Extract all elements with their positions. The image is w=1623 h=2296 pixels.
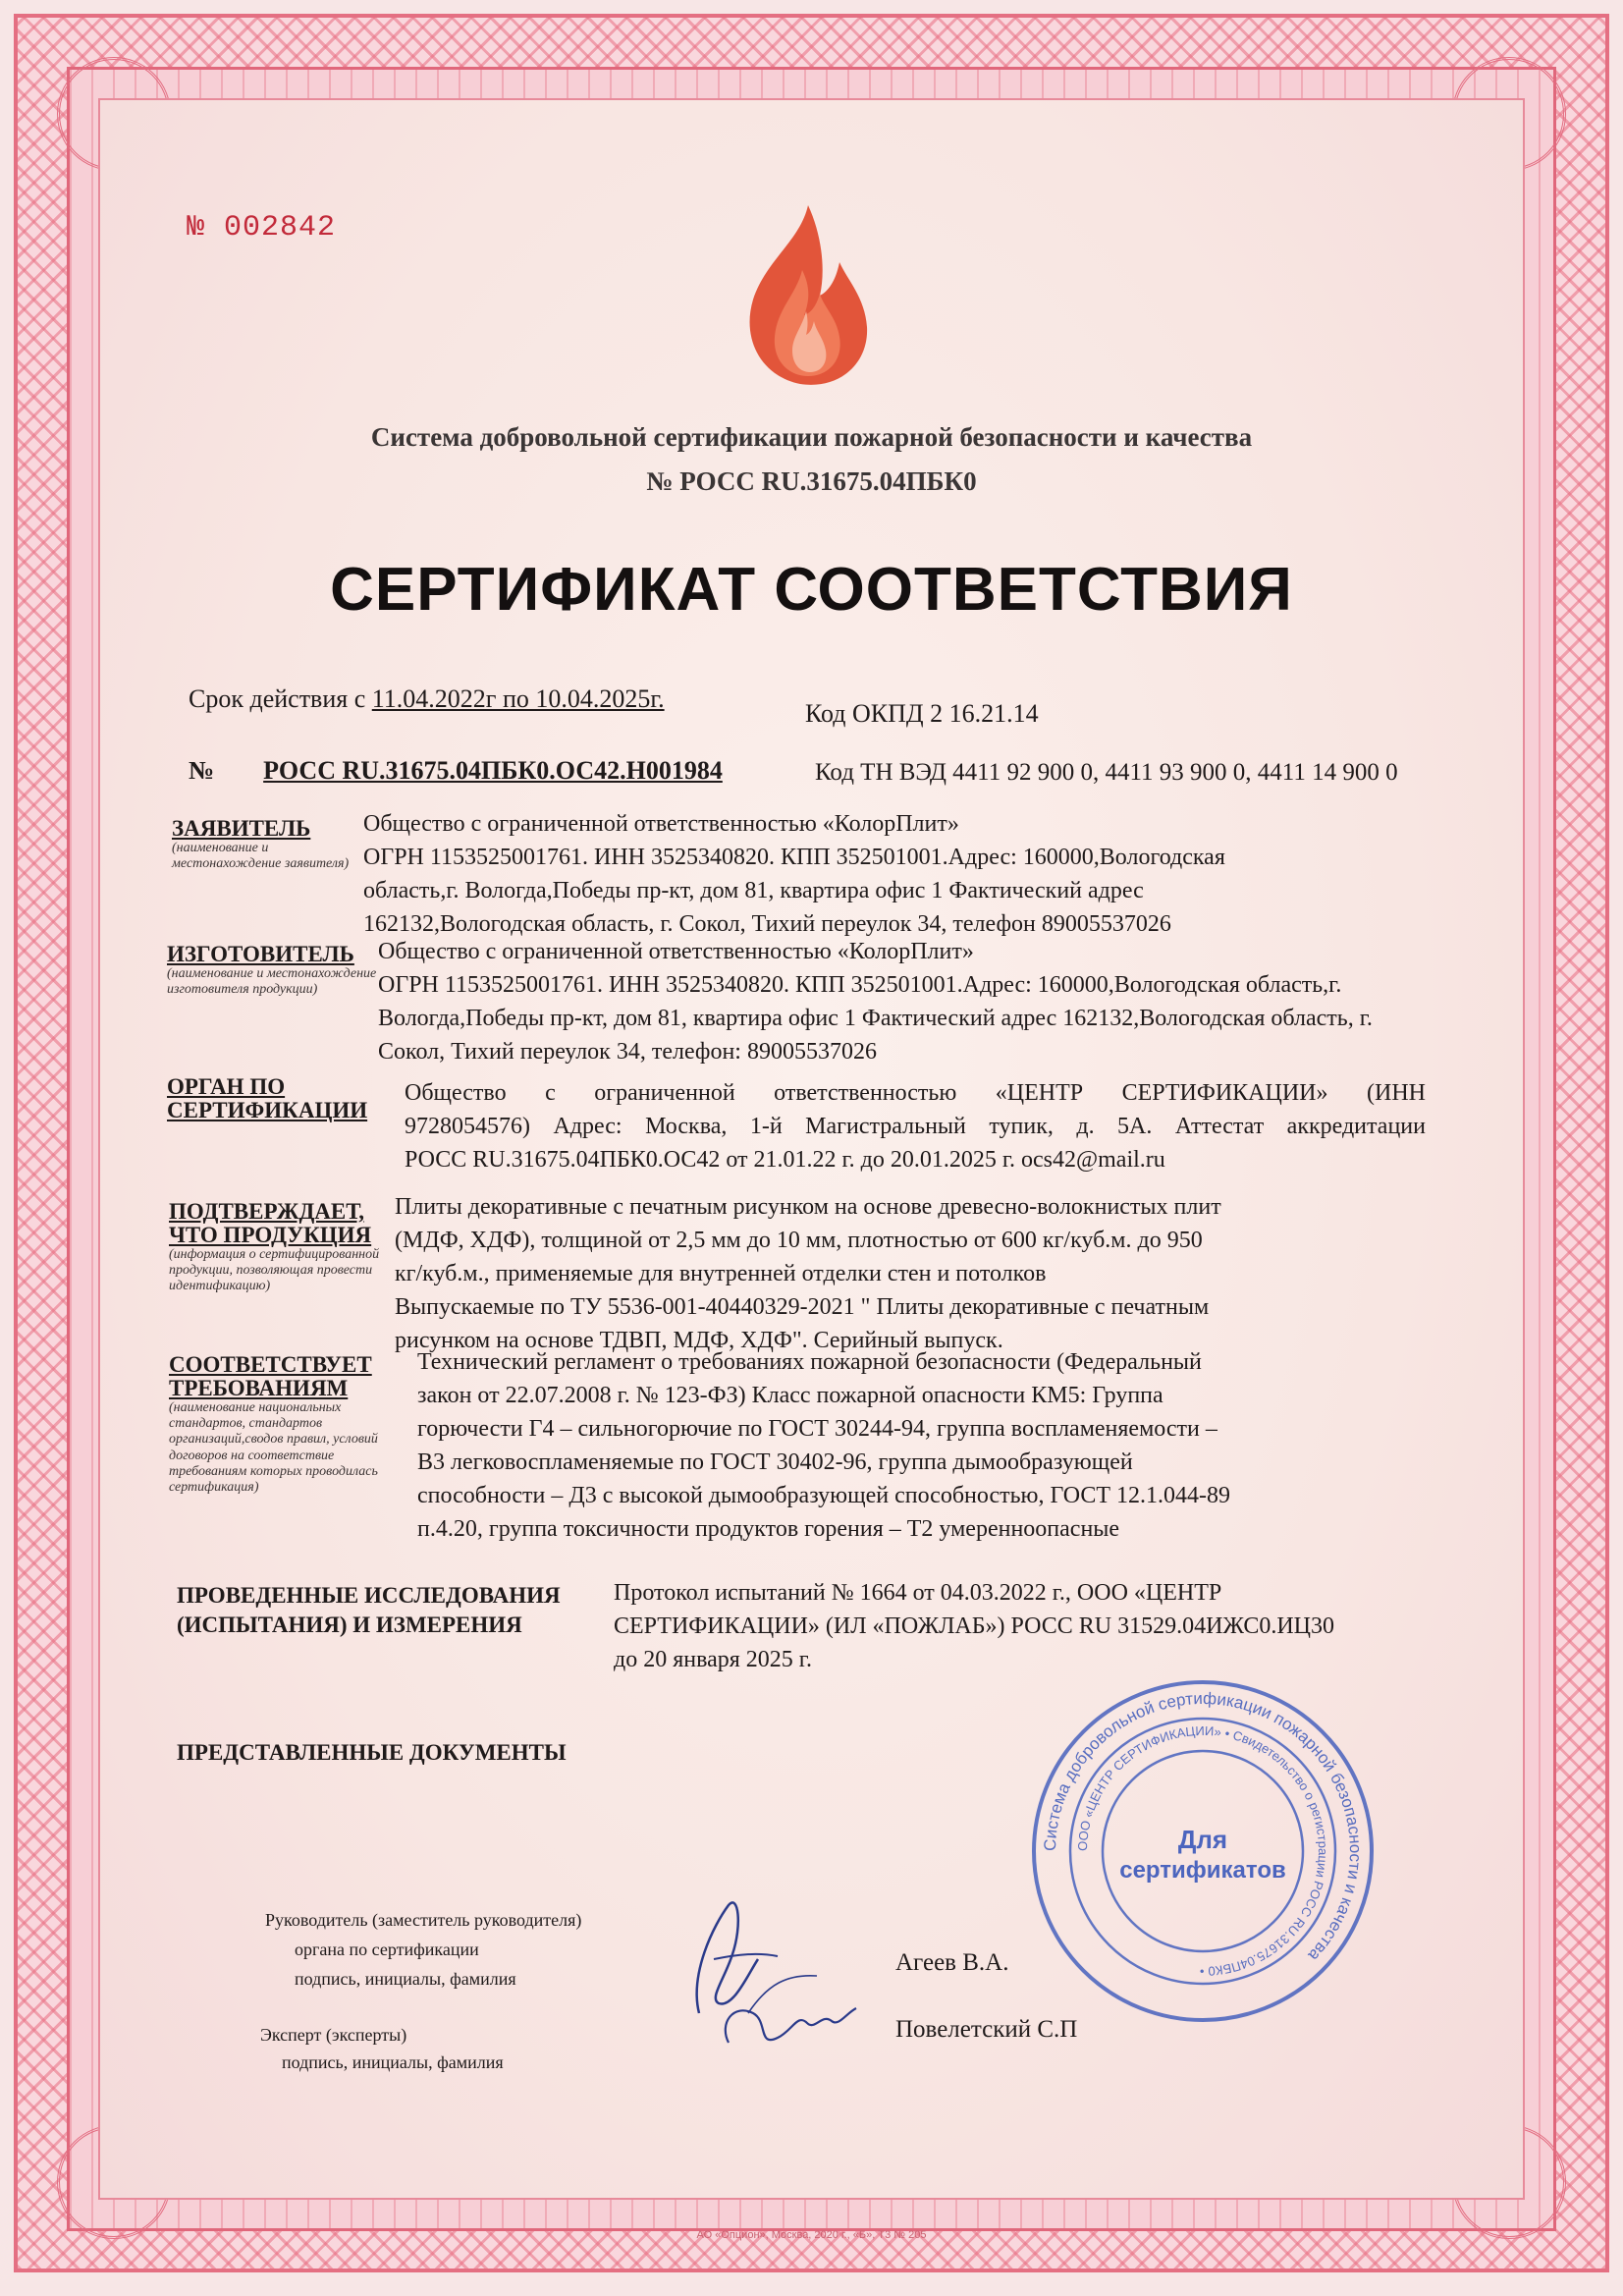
requirements-note: (наименование национальных стандартов, стандартов организаций,сводов правил, условий договоров на соответствие требованиям которых проводилась сертификация) — [169, 1400, 378, 1495]
tests-line: СЕРТИФИКАЦИИ» (ИЛ «ПОЖЛАБ») РОСС RU 31529.04ИЖС0.ИЦ30 — [614, 1613, 1335, 1639]
certification-body-line: Общество с ограниченной ответственностью «ЦЕНТР СЕРТИФИКАЦИИ» (ИНН — [405, 1080, 1426, 1106]
manufacturer-line: Вологда,Победы пр-кт, дом 81, квартира офис 1 Фактический адрес 162132,Вологодская область, г. — [378, 1006, 1373, 1031]
certification-system-title: Система добровольной сертификации пожарной безопасности и качества — [370, 422, 1253, 452]
seal-center-line1: Для — [1177, 1825, 1228, 1854]
manufacturer-line: ОГРН 1153525001761. ИНН 3525340820. КПП 352501001.Адрес: 160000,Вологодская область,г. — [378, 972, 1342, 998]
tests-line: до 20 января 2025 г. — [614, 1647, 812, 1672]
applicant-line: область,г. Вологда,Победы пр-кт, дом 81, квартира офис 1 Фактический адрес — [363, 878, 1144, 903]
product-line: кг/куб.м., применяемые для внутренней отделки стен и потолков — [395, 1261, 1047, 1286]
expert-signature-caption — [260, 2021, 673, 2076]
tests-details — [614, 1576, 1458, 1676]
certificate-title: СЕРТИФИКАТ СООТВЕТСТВИЯ — [330, 556, 1293, 624]
product-description — [395, 1190, 1377, 1357]
tests-label — [177, 1581, 609, 1640]
requirements-line: закон от 22.07.2008 г. № 123-ФЗ) Класс пожарной опасности КМ5: Группа — [417, 1383, 1163, 1408]
certification-system-number: № РОСС RU.31675.04ПБК0 — [646, 466, 977, 496]
product-note: (информация о сертифицированной продукции, позволяющая провести идентификацию) — [169, 1247, 380, 1294]
handwritten-signature-icon — [660, 1866, 876, 2062]
expert-name: Повелетский С.П — [895, 2016, 1078, 2043]
seal-inner-text-path: ООО «ЦЕНТР СЕРТИФИКАЦИИ» • Свидетельство о регистрации РОСС RU.31675.04ПБК0 • — [1074, 1722, 1331, 1980]
tests-label-line2: (ИСПЫТАНИЯ) И ИЗМЕРЕНИЯ — [177, 1613, 522, 1637]
head-caption-line: подпись, инициалы, фамилия — [295, 1969, 516, 1989]
validity-dates: 11.04.2022г по 10.04.2025г. — [371, 684, 665, 713]
tests-label-line1: ПРОВЕДЕННЫЕ ИССЛЕДОВАНИЯ — [177, 1583, 561, 1608]
requirements-line: способности – Д3 с высокой дымообразующей способностью, ГОСТ 12.1.044-89 — [417, 1483, 1231, 1508]
manufacturer-line: Сокол, Тихий переулок 34, телефон: 89005537026 — [378, 1039, 877, 1065]
certification-body-line: 9728054576) Адрес: Москва, 1-й Магистральный тупик, д. 5А. Аттестат аккредитации — [405, 1114, 1426, 1139]
certificate-number-value: РОСС RU.31675.04ПБК0.ОС42.Н001984 — [263, 756, 723, 785]
applicant-note: (наименование и местонахождение заявителя) — [172, 841, 350, 872]
product-line: Выпускаемые по ТУ 5536-001-40440329-2021 " Плиты декоративные с печатным — [395, 1294, 1210, 1320]
tests-line: Протокол испытаний № 1664 от 04.03.2022 г., ООО «ЦЕНТР — [614, 1580, 1222, 1606]
head-caption-line: органа по сертификации — [295, 1940, 479, 1959]
head-signature-caption — [265, 1905, 677, 1994]
head-name: Агеев В.А. — [895, 1949, 1009, 1976]
requirements-line: Технический регламент о требованиях пожарной безопасности (Федеральный — [417, 1349, 1202, 1375]
product-line: Плиты декоративные с печатным рисунком на основе древесно-волокнистых плит — [395, 1194, 1221, 1220]
requirements-line: горючести Г4 – сильногорючие по ГОСТ 30244-94, группа воспламеняемости – — [417, 1416, 1217, 1442]
requirements-line: п.4.20, группа токсичности продуктов горения – Т2 умеренноопасные — [417, 1516, 1120, 1542]
expert-caption-line: подпись, инициалы, фамилия — [282, 2052, 504, 2072]
tnved-code: Код ТН ВЭД 4411 92 900 0, 4411 93 900 0, 4411 14 900 0 — [815, 759, 1398, 786]
product-label-block — [169, 1200, 395, 1295]
requirements-label-block — [169, 1353, 405, 1496]
documents-label: ПРЕДСТАВЛЕННЫЕ ДОКУМЕНТЫ — [177, 1740, 567, 1765]
product-label-line1: ПОДТВЕРЖДАЕТ, — [169, 1199, 365, 1224]
applicant-line: 162132,Вологодская область, г. Сокол, Тихий переулок 34, телефон 89005537026 — [363, 911, 1171, 937]
applicant-line: Общество с ограниченной ответственностью «КолорПлит» — [363, 811, 959, 837]
product-line: (МДФ, ХДФ), толщиной от 2,5 мм до 10 мм, плотностью от 600 кг/куб.м. до 950 — [395, 1228, 1203, 1253]
head-caption-line: Руководитель (заместитель руководителя) — [265, 1910, 582, 1930]
certificate-number — [189, 756, 723, 786]
requirements-line: В3 легковоспламеняемые по ГОСТ 30402-96, группа дымообразующей — [417, 1449, 1133, 1475]
manufacturer-line: Общество с ограниченной ответственностью «КолорПлит» — [378, 939, 974, 964]
manufacturer-label-block — [167, 943, 378, 998]
printer-imprint: АО «Опцион», Москва, 2020 г., «Б», Т3 № 205 — [696, 2229, 927, 2241]
certification-body-details — [405, 1076, 1426, 1176]
expert-caption-line: Эксперт (эксперты) — [260, 2025, 407, 2045]
manufacturer-note: (наименование и местонахождение изготовителя продукции) — [167, 966, 377, 998]
product-label-line2: ЧТО ПРОДУКЦИЯ — [169, 1223, 372, 1248]
requirements-details — [417, 1345, 1389, 1546]
applicant-line: ОГРН 1153525001761. ИНН 3525340820. КПП 352501001.Адрес: 160000,Вологодская — [363, 845, 1225, 870]
product-line: рисунком на основе ТДВП, МДФ, ХДФ". Серийный выпуск. — [395, 1328, 1003, 1353]
applicant-details — [363, 807, 1394, 941]
okpd-code: Код ОКПД 2 16.21.14 — [805, 699, 1039, 728]
validity-period — [189, 684, 665, 714]
seal-center-line2: сертификатов — [1119, 1857, 1286, 1884]
certification-body-label-block — [167, 1075, 393, 1122]
seal-outer-text-path: Система добровольной сертификации пожарной безопасности и качества — [1040, 1688, 1366, 1965]
certification-body-label-line1: ОРГАН ПО — [167, 1074, 286, 1099]
serial-number: № 002842 — [187, 211, 337, 245]
manufacturer-details — [378, 935, 1571, 1068]
requirements-label-line2: ТРЕБОВАНИЯМ — [169, 1376, 349, 1401]
certificate-number-label: № — [189, 756, 215, 785]
certification-body-line: РОСС RU.31675.04ПБК0.ОС42 от 21.01.22 г. до 20.01.2025 г. ocs42@mail.ru — [405, 1147, 1165, 1173]
applicant-label-block — [172, 817, 378, 872]
requirements-label-line1: СООТВЕТСТВУЕТ — [169, 1352, 372, 1377]
certification-seal-stamp — [1021, 1669, 1384, 2033]
manufacturer-label: ИЗГОТОВИТЕЛЬ — [167, 942, 354, 966]
validity-prefix: Срок действия с — [189, 684, 372, 713]
flame-logo-icon — [731, 201, 879, 388]
applicant-label: ЗАЯВИТЕЛЬ — [172, 816, 311, 841]
certification-body-label-line2: СЕРТИФИКАЦИИ — [167, 1098, 368, 1123]
